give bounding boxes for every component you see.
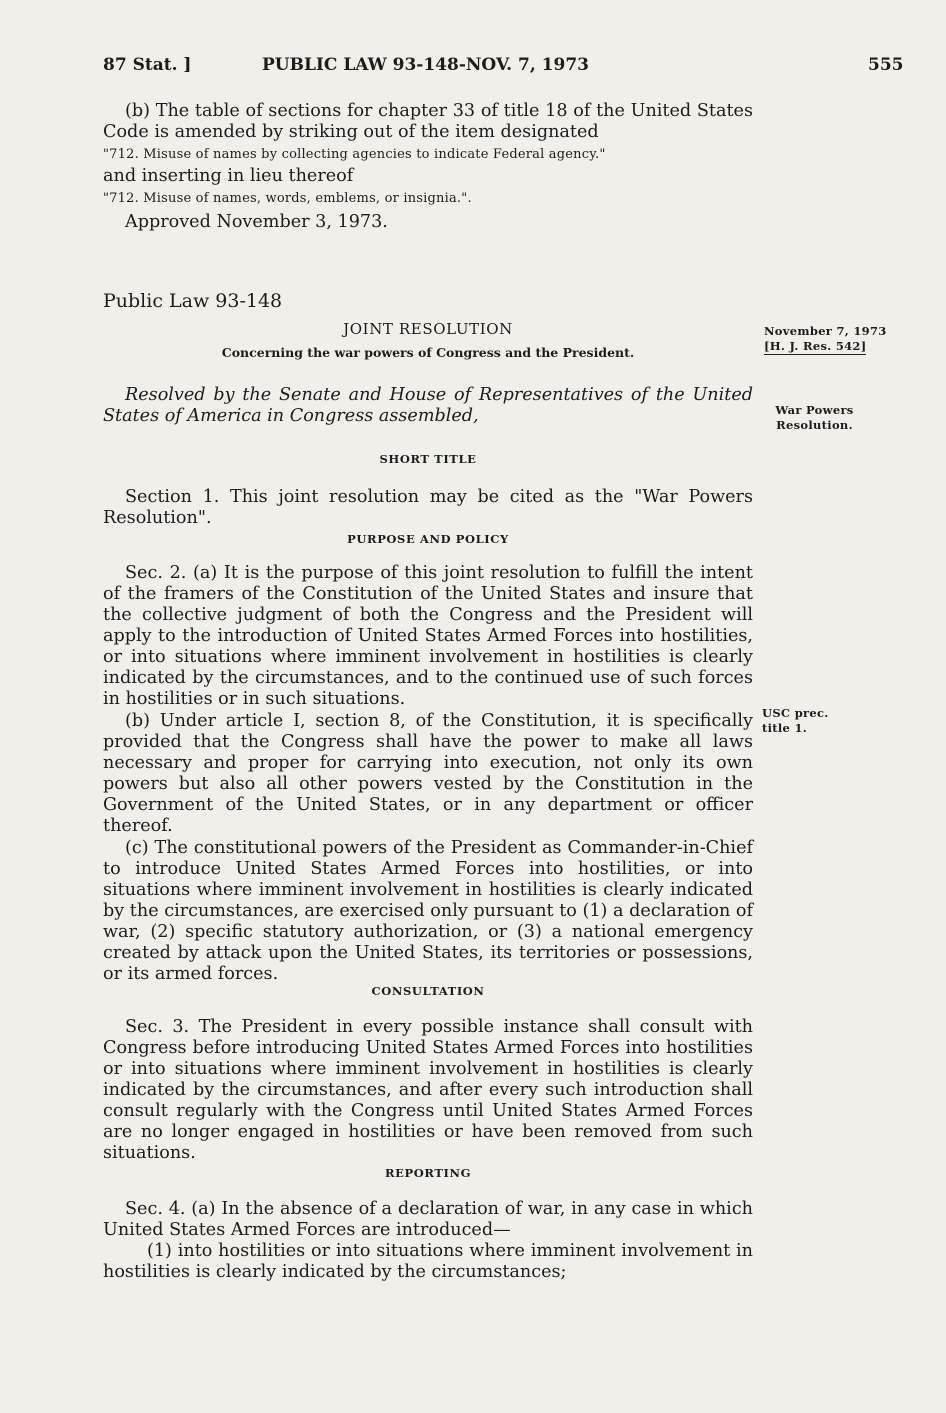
- section-1: [103, 487, 753, 529]
- law-title: PUBLIC LAW 93-148-NOV. 7, 1973: [262, 55, 589, 75]
- section-4a: Sec. 4. (a) In the absence of a declaration of war, in any case in which United States Armed Forces are introduced—: [103, 1199, 753, 1240]
- stat-reference: 87 Stat. ]: [103, 55, 192, 75]
- and-inserting: and inserting in lieu thereof: [103, 166, 354, 186]
- prior-law-block: [103, 101, 753, 233]
- section-4: [103, 1199, 753, 1283]
- section-2: [103, 563, 753, 985]
- heading-consultation: CONSULTATION: [371, 984, 485, 998]
- section-3: [103, 1017, 753, 1164]
- approved-date: Approved November 3, 1973.: [125, 212, 388, 232]
- heading-purpose: PURPOSE AND POLICY: [347, 532, 509, 546]
- resolution-subject: Concerning the war powers of Congress and the President.: [221, 345, 635, 360]
- item-new: "712. Misuse of names, words, emblems, or insignia.".: [103, 191, 472, 206]
- heading-short-title: SHORT TITLE: [379, 452, 477, 466]
- running-header: [0, 55, 946, 79]
- margin-short-title: War Powers Resolution.: [775, 403, 854, 432]
- prior-para-b: (b) The table of sections for chapter 33 of title 18 of the United States Code is amended by striking out of the item designated: [103, 101, 753, 142]
- section-2a: Sec. 2. (a) It is the purpose of this joint resolution to fulfill the intent of the framers of the Constitution of the United States and insure that the collective judgment of both the Congress and the President will apply to the introduction of United States Armed Forces into hostilities, or into situations where imminent involvement in hostilities is clearly indicated by the circumstances, and to the continued use of such forces in hostilities or in such situations.: [103, 563, 753, 709]
- section-4a1: (1) into hostilities or into situations where imminent involvement in hostilities is clearly indicated by the circumstances;: [103, 1241, 753, 1282]
- resolution-type: JOINT RESOLUTION: [343, 320, 513, 338]
- item-old: "712. Misuse of names by collecting agencies to indicate Federal agency.": [103, 147, 606, 162]
- section-1-text: Section 1. This joint resolution may be cited as the "War Powers Resolution".: [103, 487, 753, 528]
- margin-date-text: November 7, 1973: [764, 324, 887, 338]
- section-3-text: Sec. 3. The President in every possible instance shall consult with Congress before introducing United States Armed Forces into hostilities or into situations where imminent involvement in hostilities is clearly indicated by the circumstances, and after every such introduction shall consult regularly with the Congress until United States Armed Forces are no longer engaged in hostilities or have been removed from such situations.: [103, 1017, 753, 1163]
- margin-usc: USC prec. title 1.: [762, 706, 829, 735]
- heading-reporting: REPORTING: [384, 1166, 471, 1180]
- margin-date: [764, 324, 887, 355]
- enacting-clause: [103, 385, 753, 427]
- margin-bill: [H. J. Res. 542]: [764, 339, 867, 353]
- public-law-label: Public Law 93-148: [103, 290, 283, 312]
- resolved-clause: Resolved by the Senate and House of Representatives of the United States of America in Congress assembled,: [103, 385, 753, 426]
- section-2b: (b) Under article I, section 8, of the Constitution, it is specifically provided that the Congress shall have the power to make all laws necessary and proper for carrying into execution, not only its own powers but also all other powers vested by the Constitution in the Government of the United States, or in any department or officer thereof.: [103, 711, 753, 836]
- section-2c: (c) The constitutional powers of the President as Commander-in-Chief to introduce United States Armed Forces into hostilities, or into situations where imminent involvement in hostilities is clearly indicated by the circumstances, are exercised only pursuant to (1) a declaration of war, (2) specific statutory authorization, or (3) a national emergency created by attack upon the United States, its territories or possessions, or its armed forces.: [103, 838, 753, 984]
- page-number: 555: [868, 55, 904, 75]
